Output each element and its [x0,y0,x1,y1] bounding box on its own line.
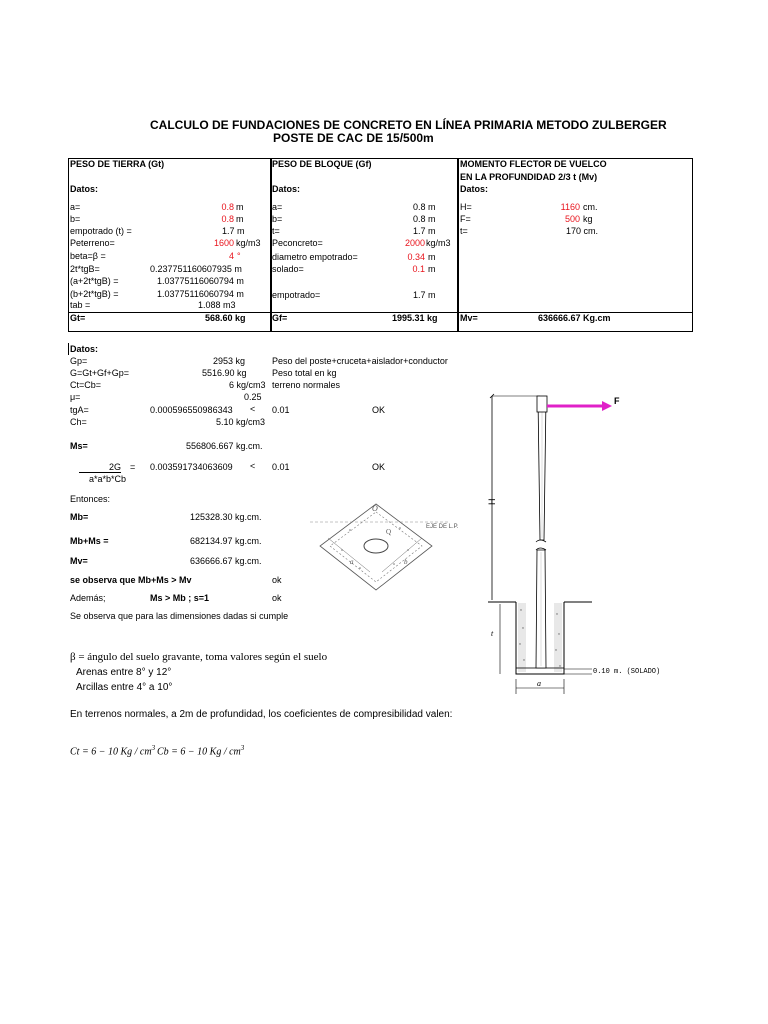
mv-heading-2: EN LA PROFUNDIDAD 2/3 t (Mv) [460,172,598,182]
note-beta: β = ángulo del suelo gravante, toma valores según el suelo [70,651,328,663]
calc-frac-eq: = [130,462,136,472]
gt-p-label: Peterreno= [70,238,115,248]
gf-p-label: Peconcreto= [272,238,323,248]
gf-result-value: 1995.31 kg [392,313,438,323]
formula-ct-text: Ct = 6 − 10 [70,746,118,758]
calc-frac-denominator: a*a*b*Cb [89,474,127,484]
calc-tga-check: 0.01 [272,405,290,415]
solado-label: 0.10 m. (SOLADO) [593,668,661,676]
calc-ct-label: Ct=Cb= [70,380,102,390]
pole-elevation-diagram [480,388,680,698]
gf-s-label: solado= [272,264,304,274]
calc-ademas-ok: ok [272,593,282,603]
gt-heading: PESO DE TIERRA (Gt) [70,159,165,169]
gf-p-value: 2000 [404,238,425,248]
formula-ct-exp: 3 [151,744,156,752]
gf-s-value: 0.1 [412,264,425,274]
gf-s-unit: m [428,264,436,274]
calc-entonces: Entonces: [70,494,111,504]
mv-heading: MOMENTO FLECTOR DE VUELCO [460,159,607,169]
cell-cursor [68,343,69,355]
calc-tga-ok: OK [372,405,386,415]
calc-g-label: G=Gt+Gf+Gp= [70,368,130,378]
gt-a-label: a= [70,202,81,212]
note-arenas: Arenas entre 8° y 12° [76,667,172,678]
mv-h-label: H= [460,202,472,212]
calc-mbms-label: Mb+Ms = [70,536,109,546]
top-data-box [68,158,693,332]
calc-observation-1: se observa que Mb+Ms > Mv [70,575,192,585]
calc-mv-value: 636666.67 kg.cm. [190,556,262,566]
gt-t-value: 1.7 m [222,226,245,236]
gt-beta-unit: ° [237,251,241,261]
calc-ct-value: 6 kg/cm3 [229,380,266,390]
gt-a-value: 0.8 [221,202,234,212]
calc-g-note: Peso total en kg [272,368,337,378]
calc-mu-label: μ= [70,392,81,402]
gt-result-label: Gt= [70,313,86,323]
gt-beta-value: 4 [228,251,234,261]
calc-g-value: 5516.90 kg [202,368,247,378]
gf-t-label: t= [272,226,280,236]
calc-datos: Datos: [70,344,99,354]
gt-b-label: b= [70,214,81,224]
plan-axis-label: EJE DE L.P. [426,524,459,530]
page-subtitle: POSTE DE CAC DE 15/500m [273,131,434,145]
gt-p-unit: kg/m3 [236,238,261,248]
calc-gp-note: Peso del poste+cruceta+aislador+conductor [272,356,448,366]
gt-b2-value: 1.03775116060794 m [157,289,244,299]
mv-f-unit: kg [583,214,593,224]
mv-result-label: Mv= [460,313,478,323]
gf-d-value: 0.34 [407,252,425,262]
calc-frac-value: 0.003591734063609 [150,462,233,472]
calc-frac-lt: < [250,461,256,471]
gt-p-value: 1600 [213,238,234,248]
calc-observation-2: Se observa que para las dimensiones dadas si cumple [70,611,289,621]
column-divider [457,158,459,332]
note-terrenos: En terrenos normales, a 2m de profundidad, los coeficientes de compresibilidad valen: [70,709,453,720]
formula-cb-text: Cb = 6 − 10 [157,746,208,758]
gf-datos: Datos: [272,184,301,194]
plan-b-label: b [404,558,408,566]
calc-ms-value: 556806.667 kg.cm. [186,441,263,451]
gt-b-unit: m [236,214,244,224]
gf-a-label: a= [272,202,283,212]
gt-tg-value: 0.237751160607935 m [150,264,242,274]
gf-e-value: 1.7 m [413,290,436,300]
gf-e-label: empotrado= [272,290,321,300]
foundation-plan-diagram [310,498,460,598]
calc-gp-label: Gp= [70,356,88,366]
gf-b-label: b= [272,214,283,224]
calc-observation-1-ok: ok [272,575,282,585]
gf-b-value: 0.8 m [413,214,436,224]
calc-ct-note: terreno normales [272,380,341,390]
force-label: F [614,396,620,406]
gf-result-label: Gf= [272,313,288,323]
mv-t-value: 170 cm. [566,226,599,236]
gf-p-unit: kg/m3 [426,238,451,248]
mv-result-value: 636666.67 Kg.cm [538,313,611,323]
calc-mb-label: Mb= [70,512,89,522]
width-label: a [537,679,541,688]
calc-tga-lt: < [250,404,256,414]
mv-f-label: F= [460,214,471,224]
gt-b2-label: (b+2t*tgB) = [70,289,119,299]
calc-frac-numerator: 2G [109,462,122,472]
formula-cb [157,744,244,757]
page-title: CALCULO DE FUNDACIONES DE CONCRETO EN LÍNEA PRIMARIA METODO ZULBERGER [150,118,667,132]
gt-tab-value: 1.088 m3 [198,300,236,310]
formula-ct-unit: Kg / cm [120,746,152,758]
calc-ch-label: Ch= [70,417,87,427]
gf-heading: PESO DE BLOQUE (Gf) [272,159,372,169]
calc-ms-label: Ms= [70,441,88,451]
calc-ch-value: 5.10 kg/cm3 [216,417,266,427]
calc-mu-value: 0.25 [244,392,262,402]
mv-datos: Datos: [460,184,489,194]
depth-label: t [491,629,494,638]
gt-b-value: 0.8 [221,214,234,224]
gt-result-value: 568.60 kg [205,313,246,323]
gf-a-value: 0.8 m [413,202,436,212]
gt-beta-label: beta=β = [70,251,106,261]
calc-ademas: Además; [70,593,106,603]
plan-a-label: a [350,558,354,566]
calc-mv-label: Mv= [70,556,88,566]
gf-d-label: diametro empotrado= [272,252,358,262]
formula-cb-exp: 3 [240,744,245,752]
gt-tg-label: 2t*tgB= [70,264,100,274]
calc-mbms-value: 682134.97 kg.cm. [190,536,262,546]
calc-gp-value: 2953 kg [213,356,246,366]
gt-a2-label: (a+2t*tgB) = [70,276,119,286]
plan-o-label: O [372,504,378,513]
mv-f-value: 500 [564,214,580,224]
plan-q-label: Q [386,528,392,536]
gt-t-label: empotrado (t) = [70,226,132,236]
gt-tab-label: tab = [70,300,91,310]
gt-datos: Datos: [70,184,99,194]
calc-ademas-condition: Ms > Mb ; s=1 [150,593,210,603]
calc-mb-value: 125328.30 kg.cm. [190,512,262,522]
gf-d-unit: m [428,252,436,262]
mv-h-value: 1160 [560,202,580,212]
gf-t-value: 1.7 m [413,226,436,236]
calc-frac-check: 0.01 [272,462,290,472]
calc-tga-label: tgA= [70,405,89,415]
height-label: H [487,498,497,505]
calc-frac-ok: OK [372,462,386,472]
gt-a-unit: m [236,202,244,212]
mv-h-unit: cm. [583,202,598,212]
mv-t-label: t= [460,226,468,236]
fraction-bar [79,472,121,473]
gt-a2-value: 1.03775116060794 m [157,276,244,286]
formula-cb-unit: Kg / cm [209,746,241,758]
formula-ct [70,744,155,757]
note-arcillas: Arcillas entre 4° a 10° [76,682,173,693]
calc-tga-value: 0.000596550986343 [150,405,233,415]
